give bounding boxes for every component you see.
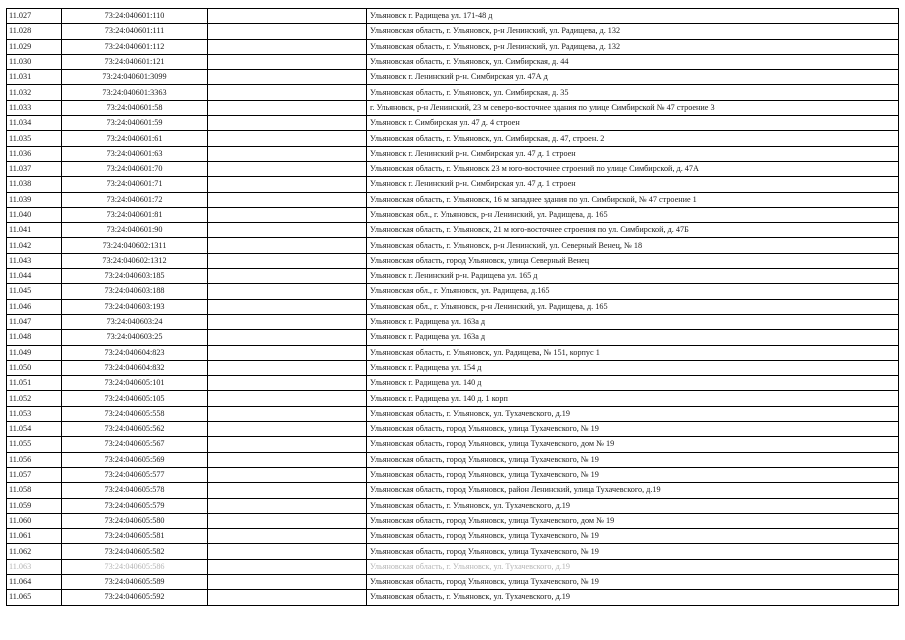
row-number-cell: 11.052 (7, 391, 62, 406)
table-row (7, 391, 899, 406)
row-number-cell: 11.054 (7, 422, 62, 437)
row-number-cell: 11.065 (7, 590, 62, 605)
table-row (7, 314, 899, 329)
cadastral-number-cell: 73:24:040603:188 (62, 284, 208, 299)
table-row (7, 70, 899, 85)
address-cell: Ульяновская область, город Ульяновск, улица Тухачевского, № 19 (367, 422, 899, 437)
cadastral-number-cell: 73:24:040601:90 (62, 223, 208, 238)
cadastral-number-cell: 73:24:040601:59 (62, 116, 208, 131)
row-number-cell: 11.048 (7, 330, 62, 345)
row-number-cell: 11.063 (7, 559, 62, 574)
empty-cell (208, 253, 367, 268)
row-number-cell: 11.036 (7, 146, 62, 161)
cadastral-number-cell: 73:24:040605:582 (62, 544, 208, 559)
table-row (7, 161, 899, 176)
empty-cell (208, 70, 367, 85)
cadastral-number-cell: 73:24:040601:111 (62, 24, 208, 39)
row-number-cell: 11.049 (7, 345, 62, 360)
empty-cell (208, 452, 367, 467)
table-row (7, 376, 899, 391)
row-number-cell: 11.059 (7, 498, 62, 513)
row-number-cell: 11.060 (7, 513, 62, 528)
address-cell: Ульяновск г. Радищева ул. 140 д (367, 376, 899, 391)
cadastral-number-cell: 73:24:040605:581 (62, 529, 208, 544)
table-row (7, 24, 899, 39)
empty-cell (208, 559, 367, 574)
document-sheet (6, 8, 898, 606)
empty-cell (208, 345, 367, 360)
empty-cell (208, 422, 367, 437)
empty-cell (208, 238, 367, 253)
cadastral-number-cell: 73:24:040605:558 (62, 406, 208, 421)
cadastral-number-cell: 73:24:040601:72 (62, 192, 208, 207)
cadastral-number-cell: 73:24:040605:579 (62, 498, 208, 513)
table-row (7, 360, 899, 375)
row-number-cell: 11.032 (7, 85, 62, 100)
empty-cell (208, 513, 367, 528)
address-cell: Ульяновская область, город Ульяновск, улица Тухачевского, № 19 (367, 574, 899, 589)
address-cell: Ульяновская область, город Ульяновск, улица Тухачевского, дом № 19 (367, 513, 899, 528)
cadastral-number-cell: 73:24:040603:185 (62, 269, 208, 284)
table-row (7, 544, 899, 559)
cadastral-number-cell: 73:24:040601:71 (62, 177, 208, 192)
address-cell: Ульяновская область, город Ульяновск, улица Тухачевского, № 19 (367, 529, 899, 544)
address-cell: Ульяновская область, г. Ульяновск, р-н Ленинский, ул. Радищева, д. 132 (367, 24, 899, 39)
empty-cell (208, 223, 367, 238)
row-number-cell: 11.043 (7, 253, 62, 268)
empty-cell (208, 391, 367, 406)
table-row (7, 559, 899, 574)
empty-cell (208, 24, 367, 39)
cadastral-number-cell: 73:24:040601:70 (62, 161, 208, 176)
cadastral-number-cell: 73:24:040603:24 (62, 314, 208, 329)
table-row (7, 437, 899, 452)
empty-cell (208, 54, 367, 69)
empty-cell (208, 590, 367, 605)
cadastral-number-cell: 73:24:040604:832 (62, 360, 208, 375)
cadastral-number-cell: 73:24:040605:101 (62, 376, 208, 391)
table-row (7, 85, 899, 100)
row-number-cell: 11.042 (7, 238, 62, 253)
empty-cell (208, 192, 367, 207)
address-cell: Ульяновск г. Ленинский р-н. Симбирская ул. 47 д. 1 строен (367, 146, 899, 161)
table-row (7, 574, 899, 589)
cadastral-number-cell: 73:24:040605:105 (62, 391, 208, 406)
row-number-cell: 11.057 (7, 467, 62, 482)
empty-cell (208, 498, 367, 513)
address-cell: Ульяновск г. Радищева ул. 140 д. 1 корп (367, 391, 899, 406)
empty-cell (208, 529, 367, 544)
row-number-cell: 11.055 (7, 437, 62, 452)
row-number-cell: 11.035 (7, 131, 62, 146)
cadastral-number-cell: 73:24:040605:580 (62, 513, 208, 528)
table-row (7, 590, 899, 605)
empty-cell (208, 207, 367, 222)
table-row (7, 467, 899, 482)
empty-cell (208, 314, 367, 329)
address-cell: Ульяновск г. Ленинский р-н. Радищева ул. 165 д (367, 269, 899, 284)
empty-cell (208, 116, 367, 131)
row-number-cell: 11.058 (7, 483, 62, 498)
table-row (7, 177, 899, 192)
address-cell: Ульяновская область, город Ульяновск, улица Тухачевского, дом № 19 (367, 437, 899, 452)
address-cell: Ульяновск г. Ленинский р-н. Симбирская ул. 47А д (367, 70, 899, 85)
empty-cell (208, 544, 367, 559)
cadastral-number-cell: 73:24:040605:578 (62, 483, 208, 498)
row-number-cell: 11.039 (7, 192, 62, 207)
table-row (7, 39, 899, 54)
cadastral-number-cell: 73:24:040605:562 (62, 422, 208, 437)
table-row (7, 54, 899, 69)
table-row (7, 9, 899, 24)
empty-cell (208, 376, 367, 391)
row-number-cell: 11.046 (7, 299, 62, 314)
empty-cell (208, 131, 367, 146)
row-number-cell: 11.034 (7, 116, 62, 131)
table-row (7, 269, 899, 284)
empty-cell (208, 146, 367, 161)
cadastral-number-cell: 73:24:040601:61 (62, 131, 208, 146)
table-row (7, 131, 899, 146)
row-number-cell: 11.062 (7, 544, 62, 559)
row-number-cell: 11.045 (7, 284, 62, 299)
table-row (7, 192, 899, 207)
address-cell: Ульяновская область, г. Ульяновск, ул. Симбирская, д. 47, строен. 2 (367, 131, 899, 146)
row-number-cell: 11.056 (7, 452, 62, 467)
cadastral-number-cell: 73:24:040604:823 (62, 345, 208, 360)
empty-cell (208, 100, 367, 115)
address-cell: Ульяновская область, г. Ульяновск, ул. Тухачевского, д.19 (367, 498, 899, 513)
cadastral-number-cell: 73:24:040602:1312 (62, 253, 208, 268)
address-cell: Ульяновская область, г. Ульяновск, ул. Симбирская, д. 35 (367, 85, 899, 100)
cadastral-number-cell: 73:24:040605:592 (62, 590, 208, 605)
table-row (7, 422, 899, 437)
address-cell: Ульяновск г. Симбирская ул. 47 д. 4 строен (367, 116, 899, 131)
empty-cell (208, 360, 367, 375)
row-number-cell: 11.040 (7, 207, 62, 222)
cadastral-number-cell: 73:24:040601:110 (62, 9, 208, 24)
address-cell: Ульяновская обл., г. Ульяновск, ул. Радищева, д.165 (367, 284, 899, 299)
address-cell: Ульяновск г. Радищева ул. 154 д (367, 360, 899, 375)
address-cell: г. Ульяновск, р-н Ленинский, 23 м северо-восточнее здания по улице Симбирской № 47 строение 3 (367, 100, 899, 115)
address-cell: Ульяновская область, город Ульяновск, улица Тухачевского, № 19 (367, 544, 899, 559)
empty-cell (208, 161, 367, 176)
table-row (7, 207, 899, 222)
empty-cell (208, 467, 367, 482)
empty-cell (208, 437, 367, 452)
empty-cell (208, 299, 367, 314)
cadastral-number-cell: 73:24:040601:81 (62, 207, 208, 222)
row-number-cell: 11.028 (7, 24, 62, 39)
row-number-cell: 11.033 (7, 100, 62, 115)
row-number-cell: 11.051 (7, 376, 62, 391)
empty-cell (208, 39, 367, 54)
cadastral-number-cell: 73:24:040601:3363 (62, 85, 208, 100)
cadastral-number-cell: 73:24:040601:121 (62, 54, 208, 69)
address-cell: Ульяновская область, город Ульяновск, улица Тухачевского, № 19 (367, 467, 899, 482)
empty-cell (208, 574, 367, 589)
address-cell: Ульяновск г. Радищева ул. 163а д (367, 330, 899, 345)
table-row (7, 284, 899, 299)
row-number-cell: 11.030 (7, 54, 62, 69)
table-row (7, 498, 899, 513)
table-row (7, 299, 899, 314)
table-row (7, 513, 899, 528)
row-number-cell: 11.038 (7, 177, 62, 192)
row-number-cell: 11.061 (7, 529, 62, 544)
row-number-cell: 11.041 (7, 223, 62, 238)
row-number-cell: 11.027 (7, 9, 62, 24)
address-cell: Ульяновская обл., г. Ульяновск, р-н Ленинский, ул. Радищева, д. 165 (367, 299, 899, 314)
address-cell: Ульяновская область, г. Ульяновск 23 м юго-восточнее строений по улице Симбирской, д. 47А (367, 161, 899, 176)
address-cell: Ульяновск г. Радищева ул. 163а д (367, 314, 899, 329)
address-cell: Ульяновская область, город Ульяновск, улица Северный Венец (367, 253, 899, 268)
cadastral-number-cell: 73:24:040603:25 (62, 330, 208, 345)
table-row (7, 483, 899, 498)
table-body (7, 9, 899, 606)
address-cell: Ульяновская область, г. Ульяновск, ул. Симбирская, д. 44 (367, 54, 899, 69)
empty-cell (208, 85, 367, 100)
cadastral-number-cell: 73:24:040605:577 (62, 467, 208, 482)
cadastral-number-cell: 73:24:040605:567 (62, 437, 208, 452)
empty-cell (208, 177, 367, 192)
empty-cell (208, 9, 367, 24)
address-cell: Ульяновская область, г. Ульяновск, ул. Тухачевского, д.19 (367, 559, 899, 574)
address-cell: Ульяновская область, г. Ульяновск, ул. Тухачевского, д.19 (367, 590, 899, 605)
address-cell: Ульяновская обл., г. Ульяновск, р-н Ленинский, ул. Радищева, д. 165 (367, 207, 899, 222)
cadastral-number-cell: 73:24:040605:589 (62, 574, 208, 589)
table-row (7, 238, 899, 253)
row-number-cell: 11.047 (7, 314, 62, 329)
row-number-cell: 11.044 (7, 269, 62, 284)
cadastral-table (6, 8, 899, 606)
cadastral-number-cell: 73:24:040603:193 (62, 299, 208, 314)
cadastral-number-cell: 73:24:040601:58 (62, 100, 208, 115)
row-number-cell: 11.031 (7, 70, 62, 85)
table-row (7, 223, 899, 238)
row-number-cell: 11.050 (7, 360, 62, 375)
cadastral-number-cell: 73:24:040605:569 (62, 452, 208, 467)
address-cell: Ульяновская область, г. Ульяновск, 21 м юго-восточнее строения по ул. Симбирской, д. 47Б (367, 223, 899, 238)
empty-cell (208, 483, 367, 498)
table-row (7, 116, 899, 131)
address-cell: Ульяновск г. Ленинский р-н. Симбирская ул. 47 д. 1 строен (367, 177, 899, 192)
address-cell: Ульяновская область, г. Ульяновск, р-н Ленинский, ул. Радищева, д. 132 (367, 39, 899, 54)
table-row (7, 146, 899, 161)
empty-cell (208, 330, 367, 345)
table-row (7, 253, 899, 268)
empty-cell (208, 269, 367, 284)
row-number-cell: 11.029 (7, 39, 62, 54)
address-cell: Ульяновская область, город Ульяновск, улица Тухачевского, № 19 (367, 452, 899, 467)
address-cell: Ульяновская область, г. Ульяновск, ул. Тухачевского, д.19 (367, 406, 899, 421)
table-row (7, 406, 899, 421)
table-row (7, 100, 899, 115)
address-cell: Ульяновская область, г. Ульяновск, 16 м западнее здания по ул. Симбирской, № 47 строение 1 (367, 192, 899, 207)
table-row (7, 330, 899, 345)
row-number-cell: 11.053 (7, 406, 62, 421)
table-row (7, 452, 899, 467)
empty-cell (208, 406, 367, 421)
row-number-cell: 11.064 (7, 574, 62, 589)
cadastral-number-cell: 73:24:040601:3099 (62, 70, 208, 85)
cadastral-number-cell: 73:24:040601:63 (62, 146, 208, 161)
address-cell: Ульяновская область, г. Ульяновск, ул. Радищева, № 151, корпус 1 (367, 345, 899, 360)
table-row (7, 345, 899, 360)
cadastral-number-cell: 73:24:040605:586 (62, 559, 208, 574)
cadastral-number-cell: 73:24:040602:1311 (62, 238, 208, 253)
cadastral-number-cell: 73:24:040601:112 (62, 39, 208, 54)
empty-cell (208, 284, 367, 299)
row-number-cell: 11.037 (7, 161, 62, 176)
table-row (7, 529, 899, 544)
address-cell: Ульяновская область, город Ульяновск, район Ленинский, улица Тухачевского, д.19 (367, 483, 899, 498)
address-cell: Ульяновск г. Радищева ул. 171-48 д (367, 9, 899, 24)
address-cell: Ульяновская область, г. Ульяновск, р-н Ленинский, ул. Северный Венец, № 18 (367, 238, 899, 253)
